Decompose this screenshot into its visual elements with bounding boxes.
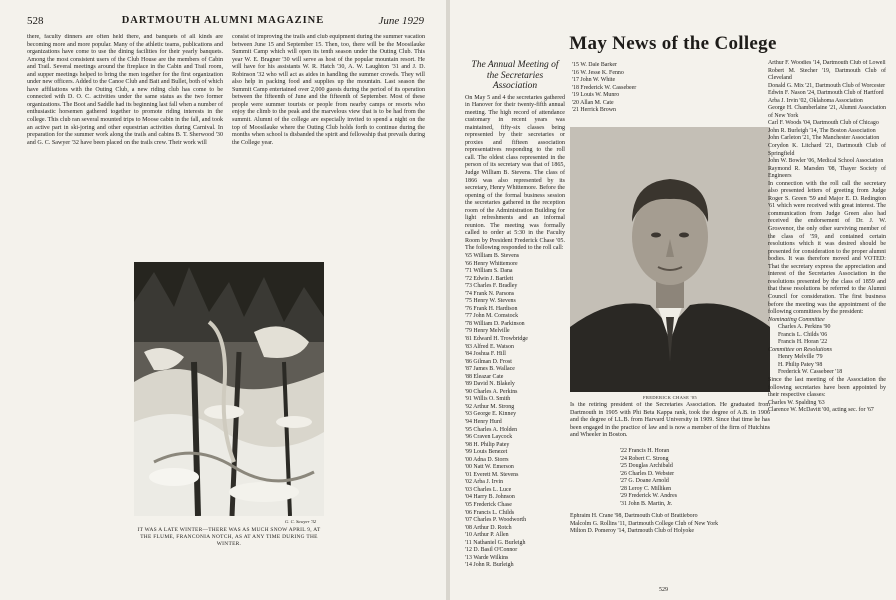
list-item: Francis L. Childs '06 — [778, 331, 828, 338]
list-item: '00 Adna D. Storrs — [465, 456, 509, 463]
list-item: '07 Charles P. Woodworth — [465, 517, 527, 524]
list-item: '75 Henry W. Stevens — [465, 298, 516, 305]
photo-credit: G. C. Sawyer '32 — [285, 519, 317, 524]
list-item: '29 Frederick W. Andres — [620, 493, 678, 500]
list-item: Clarence W. McDavitt '00, acting sec. for '67 — [768, 407, 874, 414]
nominating-label: Nominating Committee — [768, 316, 825, 323]
photo-caption: IT WAS A LATE WINTER—THERE WAS AS MUCH SNOW APRIL 9, AT THE FLUME, FRANCONIA NOTCH, AS AT ANY TIME DURING THE WINTER. — [137, 527, 321, 548]
list-item: Ephraim H. Crane '98, Dartmouth Club of Brattleboro — [570, 513, 698, 519]
list-item: '98 H. Philip Patey — [465, 441, 510, 448]
list-item: Arba J. Irvin '02, Oklahoma Association — [768, 97, 863, 104]
list-item: '88 Eleazar Cate — [465, 373, 504, 380]
list-item: '93 George E. Kinney — [465, 411, 517, 418]
list-item: Donald G. Mix '21, Dartmouth Club of Worcester — [768, 82, 886, 89]
column-2-text: consist of improving the trails and club equipment during the summer vacation between June 15 and September 15. Then, too, there will be the Moosilauke Summit Camp which will open its tenth season under the Outing Club. This year W. E. Bragner '30 will serve as host of the popular mountain resort. He will have for his assistants W. R. Hatch '30, A. W. Laughton '31 and J. D. Robinson '32 who will act as aides in handling the summer crowds. They will also help in packing food and supplies up the mountain. Last season the Summit Camp entertained over 2,000 guests during the period of its operation between the fifteenth of June and the fifteenth of September. Most of these people were summer tourists or people from nearby camps or resorts who enjoy the climb to the peak and the marvelous view that is to be had from the summit. Alumni of the college are especially invited to spend a night on the top of Moosilauke where the Outing Club holds forth to continue during the months when school is disbanded the spirit and fellowship that prevails during the College year. — [232, 34, 425, 146]
list-item: '91 Willis O. Smith — [465, 396, 511, 403]
list-item: '16 W. Jesse K. Fenno — [572, 69, 624, 76]
page-number: 528 — [27, 15, 44, 27]
list-item: '95 Charles A. Holden — [465, 426, 518, 433]
list-item: '21 Herrick Brown — [572, 107, 616, 114]
winter-flume-photo — [134, 262, 324, 516]
list-item: John W. Bowler '06, Medical School Association — [768, 158, 884, 165]
issue-date: June 1929 — [378, 15, 424, 27]
list-item: '26 Charles D. Webster — [620, 470, 675, 477]
folio-number: 529 — [659, 587, 668, 593]
list-item: '99 Louis Benezet — [465, 449, 508, 456]
appointed-list — [768, 400, 886, 415]
right-column-3 — [768, 60, 886, 590]
list-item: '83 Alfred E. Watson — [465, 343, 514, 350]
list-item: '05 Frederick Chase — [465, 502, 512, 509]
roll-call-list-b-box — [572, 62, 677, 122]
list-item: Francis H. Horan '22 — [778, 339, 828, 346]
roll-call-list-c-box — [620, 448, 730, 512]
roll-call-list-b — [572, 62, 677, 115]
list-item: '74 Frank N. Parsons — [465, 290, 515, 297]
list-item: '72 Edwin J. Bartlett — [465, 275, 514, 282]
list-item: '31 John B. Martin, Jr. — [620, 500, 673, 507]
list-item: '04 Harry B. Johnson — [465, 494, 515, 501]
roll-call-list-c — [620, 448, 730, 508]
list-item: '94 Henry Hurd — [465, 419, 502, 426]
intro-text: On May 5 and 4 the secretaries gathered in Hanover for their twenty-fifth annual meeting. The high record of attendance customary in recent years was maintained, fifty-six classes being represented by their secretaries or proxies and fifteen association representatives responding to the roll call. The oldest class represented in the person of its secretary was that of 1865, Judge William B. Stevens. The class of 1866 was also represented by its secretary, Henry Whittemore. Before the opening of the formal business session the secretaries gathered in the reception room of the Administration Building for light refreshments and an informal reunion. The meeting was formally called to order at 5:30 in the Faculty Room by President Frederick Chase '05. The following responded to the roll call: — [465, 94, 565, 252]
list-item: '25 Douglas Archibald — [620, 463, 673, 470]
roll-text: In connection with the roll call the secretary also presented letters of greeting from Judge Roger S. Green '59 and Major E. D. Redington '61 which were received with great interest. The communication from Judge Green also had received the endorsement of Dr. J. W. Grosvenor, the only other surviving member of the class of '59, and contained certain resolutions which it was desired should be presented for consideration to the proper alumni bodies. It was therefore moved and VOTED: That the secretary express the appreciation and interest of the Secretaries Association in the resolutions presented by the class of 1859 and that these resolutions be referred to the Alumni Council for consideration. The first business before the meeting was the appointment of the following committees by the president: — [768, 180, 886, 316]
list-item: '27 G. Doane Arnold — [620, 478, 669, 485]
list-item: '10 Arthur P. Allen — [465, 532, 509, 539]
association-reps-a-box — [570, 513, 730, 587]
list-item: Frederick W. Cassebeer '18 — [778, 369, 843, 376]
list-item: '11 Nathaniel G. Burleigh — [465, 539, 526, 546]
resolutions-list — [768, 354, 886, 377]
list-item: '92 Arthur M. Strong — [465, 403, 515, 410]
running-header: DARTMOUTH ALUMNI MAGAZINE — [121, 15, 325, 26]
list-item: '78 William D. Parkinson — [465, 320, 525, 327]
closing-text: Since the last meeting of the Association the following secretaries have been appointed by their respective classes: — [768, 376, 886, 399]
list-item: Charles W. Spalding '63 — [768, 399, 825, 406]
list-item: '71 William S. Dana — [465, 268, 513, 275]
list-item: '84 Joshua F. Hill — [465, 351, 506, 358]
article-column-1 — [27, 34, 223, 230]
list-item: '06 Francis L. Childs — [465, 509, 515, 516]
list-item: '15 W. Dale Barker — [572, 62, 617, 68]
right-page — [450, 0, 896, 600]
snow-scene-illustration — [134, 262, 324, 516]
article-column-2 — [232, 34, 425, 230]
list-item: Raymond R. Marsden '08, Thayer Society of Engineers — [768, 165, 886, 180]
list-item: '19 Louis W. Munro — [572, 92, 620, 99]
list-item: John Carleton '21, The Manchester Association — [768, 135, 880, 142]
list-item: Robert M. Stecher '19, Dartmouth Club of Cleveland — [768, 67, 886, 82]
list-item: '79 Henry Melville — [465, 328, 510, 335]
association-reps-list-a — [570, 513, 730, 536]
list-item: H. Philip Patey '98 — [778, 361, 823, 368]
list-item: '73 Charles F. Bradley — [465, 283, 518, 290]
list-item: '76 Frank H. Hardison — [465, 305, 518, 312]
list-item: Charles A. Perkins '90 — [778, 324, 831, 331]
list-item: Corydon K. Litchard '21, Dartmouth Club of Springfield — [768, 143, 886, 157]
list-item: '89 David N. Blakely — [465, 381, 515, 388]
list-item: Malcolm G. Rollins '11, Dartmouth College Club of New York — [570, 520, 719, 527]
portrait-illustration — [570, 127, 770, 392]
list-item: '02 Arba J. Irvin — [465, 479, 504, 486]
list-item: '87 James B. Wallace — [465, 366, 515, 373]
list-item: '90 Charles A. Perkins — [465, 388, 518, 395]
left-page — [0, 0, 446, 600]
list-item: John R. Burleigh '14, The Boston Association — [768, 127, 876, 134]
list-item: '00 Natt W. Emerson — [465, 464, 514, 471]
section-title: May News of the College — [569, 33, 777, 54]
list-item: '65 William B. Stevens — [465, 252, 520, 259]
list-item: '01 Everett M. Stevens — [465, 471, 519, 478]
list-item: '12 D. Basil O'Connor — [465, 547, 518, 554]
list-item: Carl F. Woods '04, Dartmouth Club of Chicago — [768, 120, 879, 127]
list-item: '28 Leroy C. Milliken — [620, 485, 672, 492]
list-item: '08 Arthur D. Rotch — [465, 524, 512, 531]
portrait-caption: Is the retiring president of the Secretaries Association. He graduated from Dartmouth in 1905 with Phi Beta Kappa rank, took the degree of A.B. in 1906 and the degree of LL.B. from Harvard University in 1909. Since that time he has been engaged in the practice of law and is now a member of the firm of Hutchins and Wheeler in Boston. — [570, 402, 770, 439]
portrait-caption-box — [570, 402, 770, 442]
frederick-chase-portrait — [570, 127, 770, 392]
list-item: '81 Edward H. Trowbridge — [465, 336, 528, 342]
list-item: '18 Frederick W. Cassebeer — [572, 84, 637, 91]
list-item: '20 Allan M. Cate — [572, 99, 614, 106]
list-item: '13 Warde Wilkins — [465, 554, 509, 561]
resolutions-label: Committee on Resolutions — [768, 346, 832, 353]
article-heading: The Annual Meeting of the Secretaries Association — [471, 60, 559, 91]
association-reps-list-b — [768, 60, 886, 181]
list-item: '24 Robert C. Strong — [620, 455, 669, 462]
roll-call-list-a — [465, 253, 565, 570]
nominating-list — [768, 324, 886, 347]
portrait-label: FREDERICK CHASE '05 — [642, 395, 697, 400]
list-item: George H. Chamberlaine '21, Alumni Association of New York — [768, 105, 886, 119]
list-item: '66 Henry Whittemore — [465, 260, 518, 267]
column-1-text: there, faculty dinners are often held there, and banquets of all kinds are becoming more and more popular. Many of the athletic teams, publications and organizations have come to use the dining facilities for their yearly banquets. Among the most consistent users of the Club House are the members of Cabin and Trail. Several meetings around the fireplace in the Cabin and Trail room, and supper meetings helped to bring the men together for the first organization under new officers. Added to the Canoe Club and Bait and Bullet, both of which have affiliations with the Outing Club, a new riding club has come to be connected with D. O. C. activities under the same status as the two former organizations. The Boot and Saddle had its beginning last fall when a number of enthusiastic horsemen gathered together to promote riding interests in the college. This club ran several mounted trips to Moose cabin in the fall, and took an active part in ski-joring and other equestrian activities during Carnival. In preparation for the summer work along the trails and cabins B. T. Sherwood '30 and G. C. Sawyer '32 have been placed on the trails crew. Their work will — [27, 34, 223, 146]
right-column-1 — [465, 60, 565, 580]
list-item: '03 Charles L. Luce — [465, 486, 512, 493]
list-item: '96 Craven Laycock — [465, 434, 513, 441]
list-item: '22 Francis H. Horan — [620, 448, 670, 454]
list-item: Edwin F. Nason '24, Dartmouth Club of Hartford — [768, 90, 884, 97]
list-item: Henry Melville '79 — [778, 354, 823, 361]
list-item: '77 John M. Comstock — [465, 313, 519, 320]
list-item: '14 John R. Burleigh — [465, 562, 514, 569]
list-item: '86 Gilman D. Frost — [465, 358, 512, 365]
list-item: Milton D. Pomeroy '14, Dartmouth Club of Holyoke — [570, 528, 694, 535]
list-item: '17 John W. White — [572, 77, 616, 84]
list-item: Arthur F. Woodies '14, Dartmouth Club of Lowell — [768, 60, 886, 66]
